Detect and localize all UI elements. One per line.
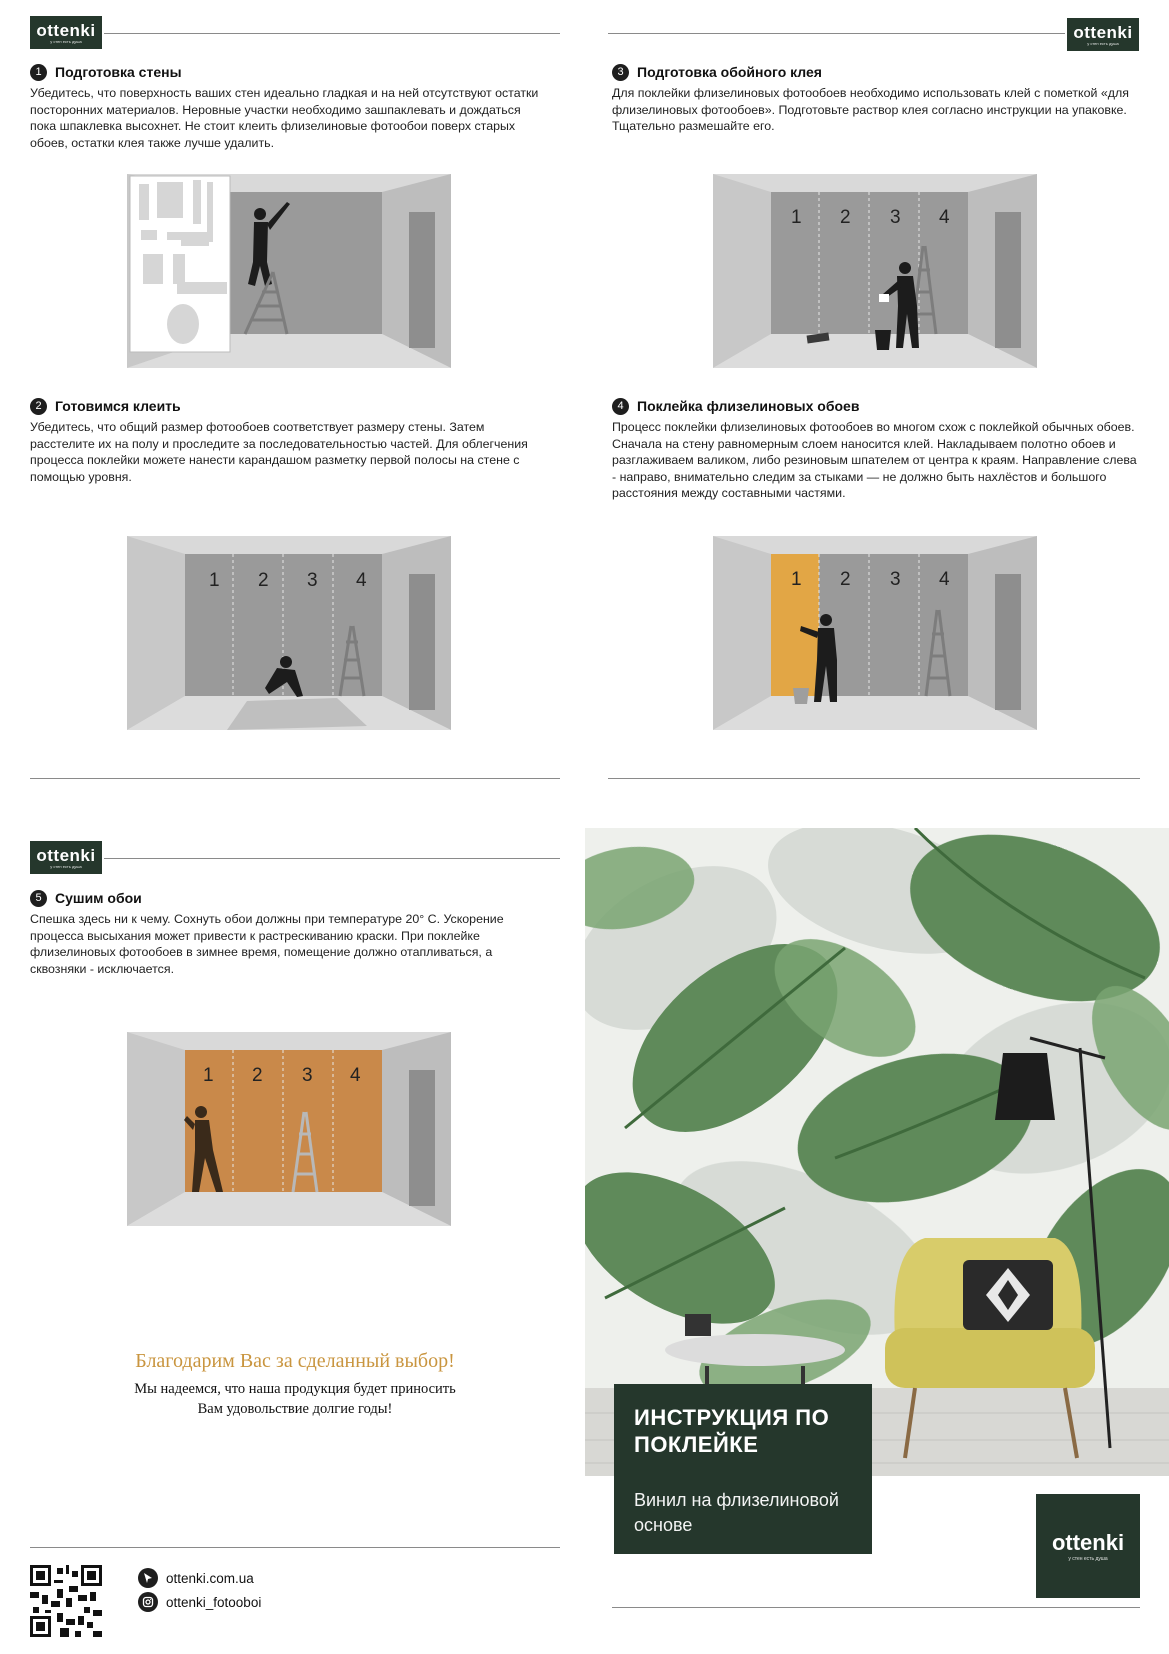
illustration-drying-wallpaper — [127, 1032, 451, 1226]
step-number-badge: 5 — [30, 890, 47, 907]
cover-title-line: ИНСТРУКЦИЯ ПО — [634, 1405, 830, 1430]
website-text: ottenki.com.ua — [166, 1570, 254, 1586]
strip-number: 1 — [791, 569, 802, 590]
qr-code[interactable] — [30, 1565, 102, 1637]
thanks-heading: Благодарим Вас за сделанный выбор! — [135, 1350, 455, 1372]
cover-title-line: ПОКЛЕЙКЕ — [634, 1432, 759, 1457]
cover-title — [634, 1404, 852, 1458]
step-5 — [30, 888, 550, 977]
step-text: Спешка здесь ни к чему. Сохнуть обои должны при температуре 20° С. Ускорение процесса высыхания может привести к растрескиванию краски. При поклейке флизелиновых фотообоев в зимнее время, помещение должно отапливаться, а сквозняки - исключается. — [30, 912, 504, 976]
step-1 — [30, 62, 550, 151]
strip-number: 3 — [307, 570, 318, 591]
cursor-icon — [138, 1568, 158, 1588]
brand-logo — [30, 841, 102, 874]
logo-text: ottenki — [1051, 1530, 1125, 1555]
header-divider — [104, 33, 560, 34]
step-number-badge: 2 — [30, 398, 47, 415]
brand-logo — [1067, 18, 1139, 51]
step-text: Процесс поклейки флизелиновых фотообоев во многом схож с поклейкой обычных обоев. Сначала на стену равномерным слоем наносится клей. Накладываем полотно обоев и разглаживаем валиком, либо резиновым шпателем от центра к краям. Направление слева - направо, внимательно следим за стыками — не должно быть нахлёстов и большого расстояния между составными частями. — [612, 420, 1137, 500]
header-divider — [608, 33, 1065, 34]
illustration-glue-preparation — [713, 174, 1037, 368]
header-divider — [104, 858, 560, 859]
cover-photo — [585, 828, 1169, 1476]
step-title: Подготовка обойного клея — [637, 64, 822, 80]
step-title: Готовимся клеить — [55, 398, 181, 414]
illustration-hanging-wallpaper — [713, 536, 1037, 730]
strip-number: 1 — [791, 207, 802, 228]
cover-subtitle-line: Винил на флизелиновой — [634, 1490, 839, 1510]
brand-logo — [30, 16, 102, 49]
thanks-line: Мы надеемся, что наша продукция будет приносить — [134, 1381, 456, 1397]
logo-tagline: у стен есть душа — [1087, 40, 1119, 46]
instagram-text: ottenki_fotooboi — [166, 1594, 262, 1610]
strip-number: 4 — [356, 570, 367, 591]
step-title: Сушим обои — [55, 890, 142, 906]
section-divider — [30, 778, 560, 779]
strip-number: 3 — [890, 569, 901, 590]
strip-number: 4 — [939, 207, 950, 228]
thanks-line: Вам удовольствие долгие годы! — [197, 1401, 393, 1417]
footer-divider — [612, 1607, 1140, 1608]
strip-number: 4 — [350, 1065, 361, 1086]
step-title: Поклейка флизелиновых обоев — [637, 398, 860, 414]
step-number-badge: 4 — [612, 398, 629, 415]
step-title: Подготовка стены — [55, 64, 182, 80]
strip-number: 3 — [302, 1065, 313, 1086]
step-3 — [612, 62, 1142, 135]
logo-tagline: у стен есть душа — [50, 38, 82, 44]
logo-text: ottenki — [1073, 22, 1133, 42]
logo-text: ottenki — [36, 20, 96, 40]
logo-tagline: у стен есть душа — [1068, 1556, 1108, 1562]
step-text: Убедитесь, что поверхность ваших стен идеально гладкая и на ней отсутствуют остатки посторонних материалов. Неровные участки необходимо зашпаклевать и дождаться пока шпаклевка высохнет. Не стоит клеить флизелиновые фотообои поверх старых обоев, остатки клея также лучше удалить. — [30, 86, 539, 150]
section-divider — [608, 778, 1140, 779]
strip-number: 1 — [209, 570, 220, 591]
cover-brand-logo — [1036, 1494, 1140, 1598]
strip-number: 2 — [258, 570, 269, 591]
step-number-badge: 1 — [30, 64, 47, 81]
strip-number: 2 — [840, 207, 851, 228]
cover-title-box — [614, 1384, 872, 1554]
strip-number: 1 — [203, 1065, 214, 1086]
step-number-badge: 3 — [612, 64, 629, 81]
strip-number: 2 — [840, 569, 851, 590]
logo-tagline: у стен есть душа — [50, 863, 82, 869]
website-link[interactable] — [138, 1568, 254, 1588]
instagram-icon — [138, 1592, 158, 1612]
cover-subtitle — [634, 1488, 852, 1538]
strip-number: 4 — [939, 569, 950, 590]
illustration-layout-strips — [127, 536, 451, 730]
thanks-block — [30, 1350, 560, 1419]
illustration-wall-preparation — [127, 174, 451, 368]
step-2 — [30, 396, 550, 485]
step-4 — [612, 396, 1142, 502]
step-text: Для поклейки флизелиновых фотообоев необходимо использовать клей с пометкой «для флизелиновых фотообоев». Подготовьте раствор клея согласно инструкции на упаковке. Тщательно размешайте его. — [612, 86, 1129, 133]
strip-number: 2 — [252, 1065, 263, 1086]
step-text: Убедитесь, что общий размер фотообоев соответствует размеру стены. Затем расстелите их на полу и проследите за последовательностью частей. Для облегчения процесса поклейки можете нанести карандашом разметку первой полосы на стене с помощью уровня. — [30, 420, 528, 484]
strip-number: 3 — [890, 207, 901, 228]
logo-text: ottenki — [36, 845, 96, 865]
instagram-link[interactable] — [138, 1592, 261, 1612]
footer-divider — [30, 1547, 560, 1548]
cover-subtitle-line: основе — [634, 1515, 693, 1535]
thanks-text — [30, 1379, 560, 1419]
